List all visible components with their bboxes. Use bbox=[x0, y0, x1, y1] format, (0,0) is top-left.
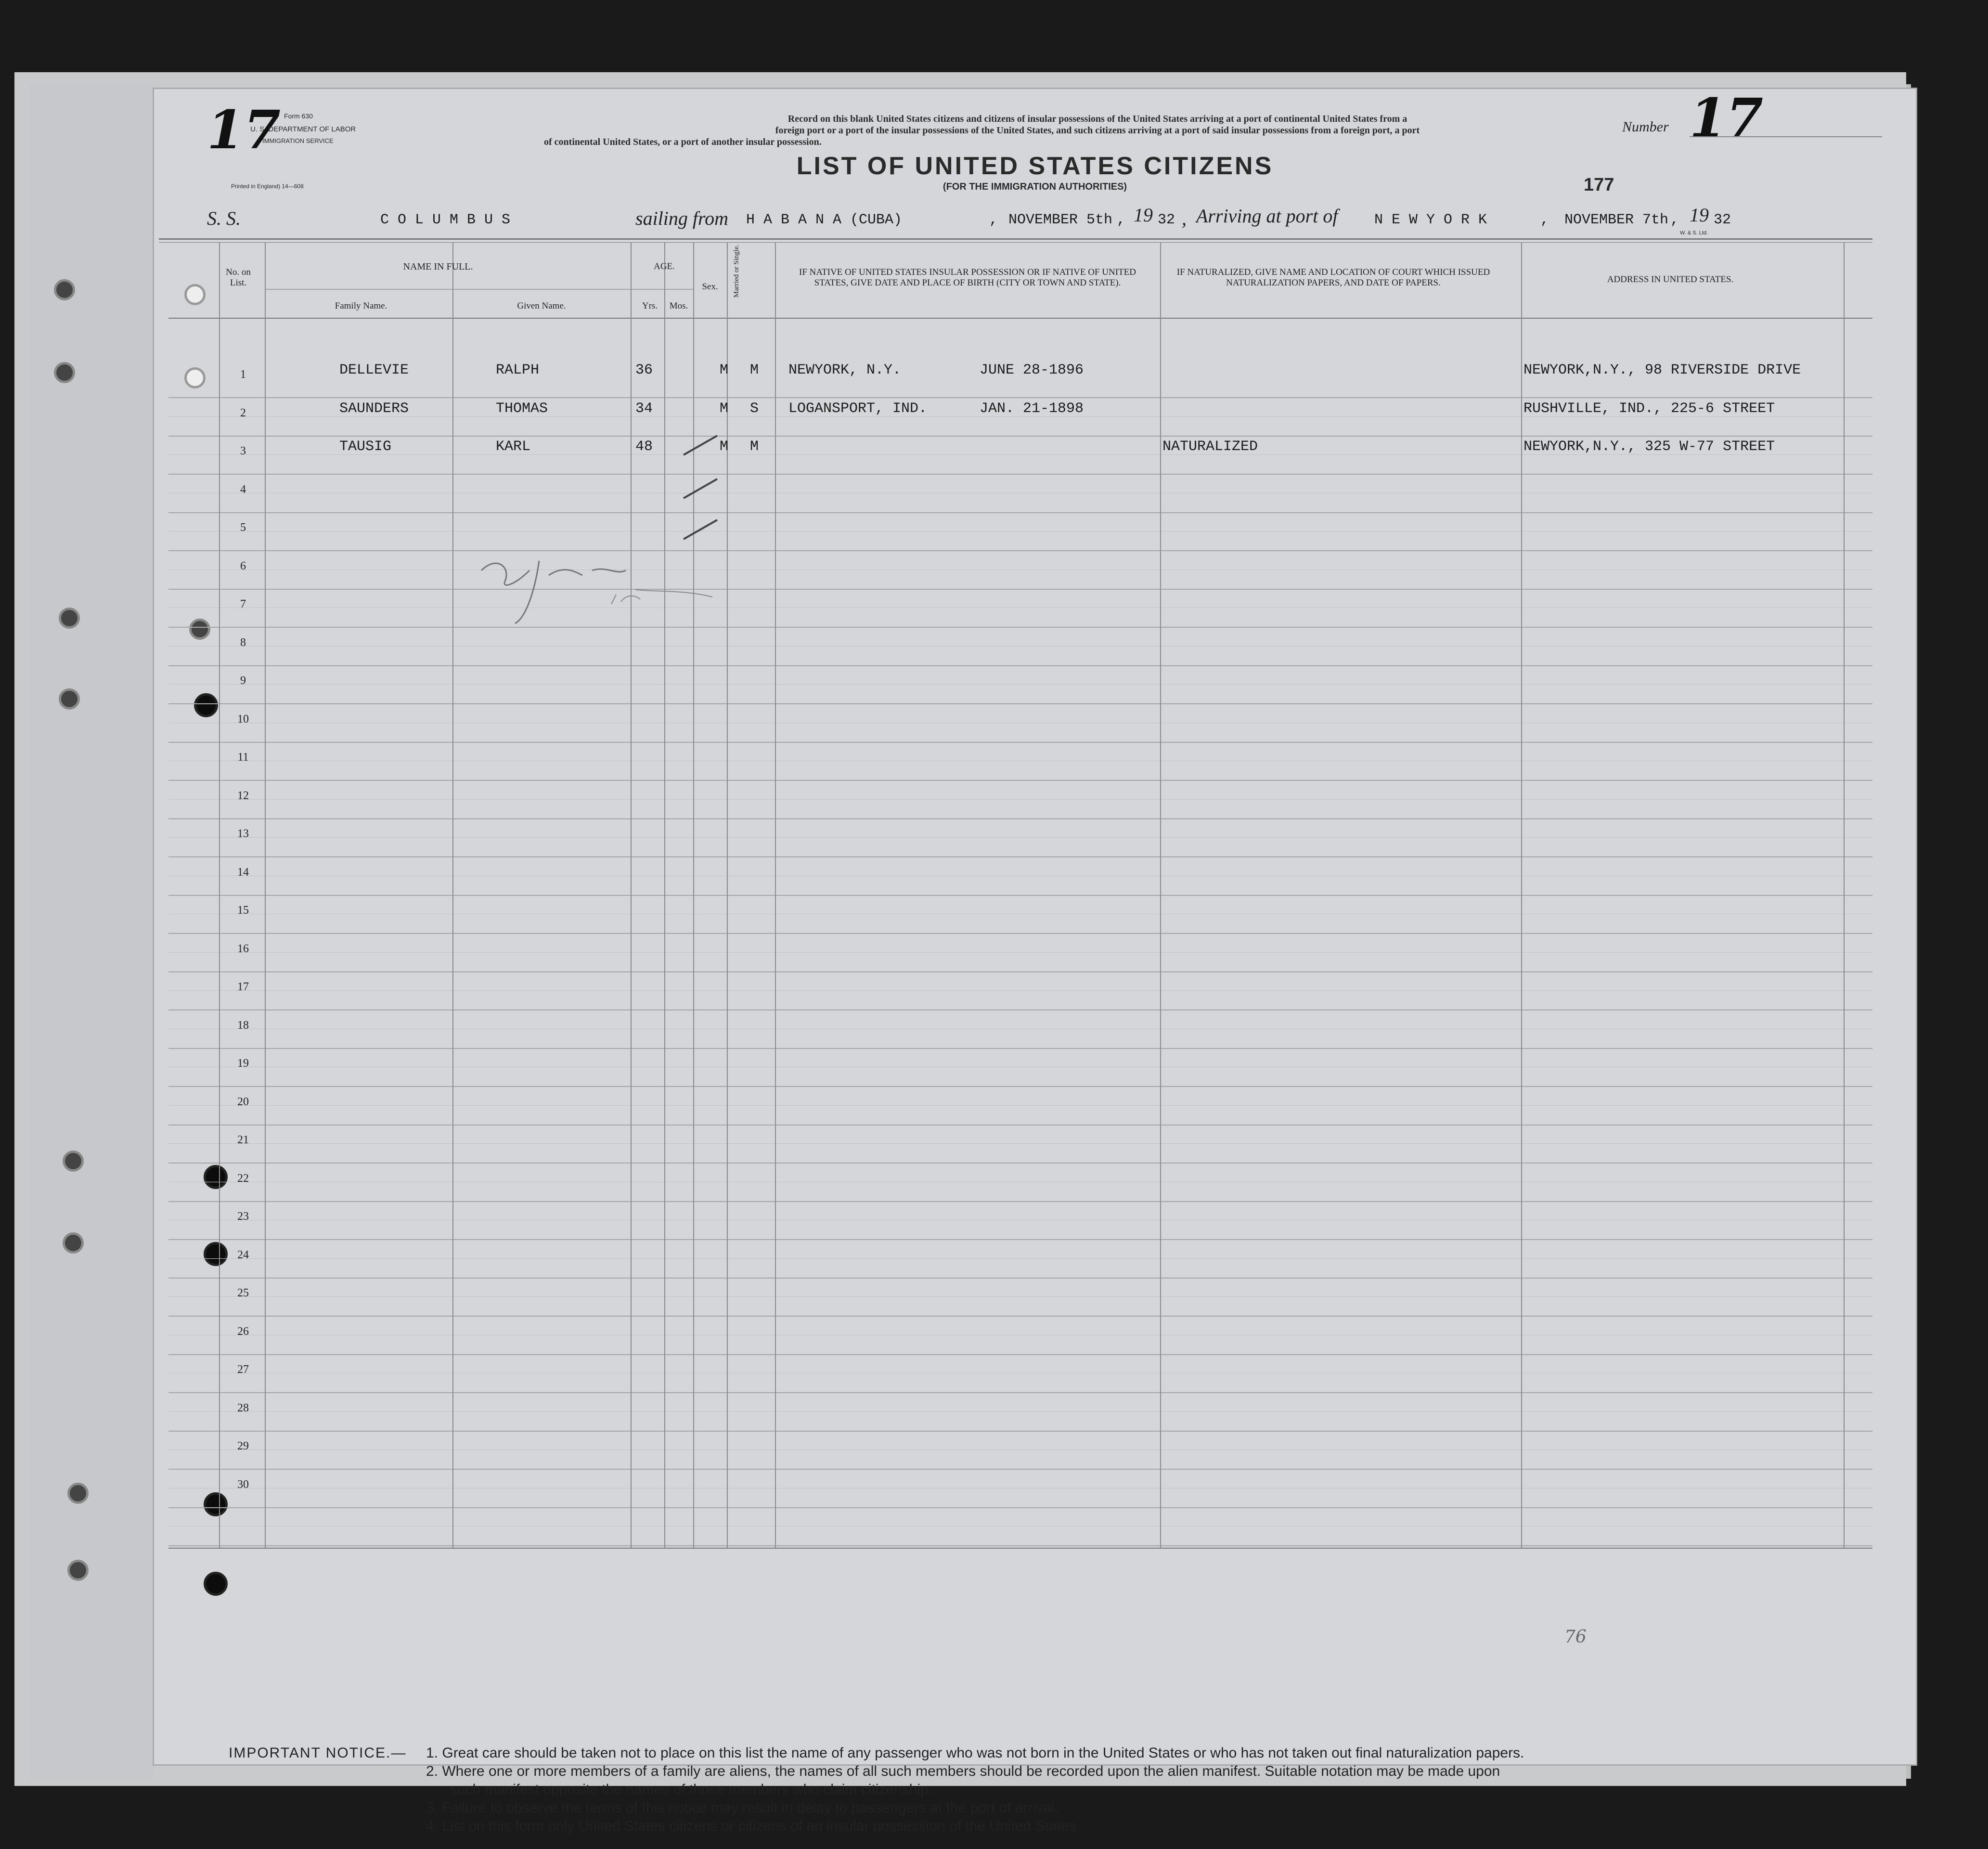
comma: , bbox=[1117, 212, 1126, 228]
col-age-months: Mos. bbox=[669, 301, 688, 311]
arrival-port: N E W Y O R K bbox=[1374, 212, 1487, 228]
col-no-on-list: No. on List. bbox=[226, 267, 251, 288]
row-rule bbox=[168, 933, 1872, 934]
ss-label: S. S. bbox=[207, 207, 241, 229]
row-rule bbox=[168, 1143, 1872, 1144]
row-number: 27 bbox=[237, 1363, 249, 1376]
row-rule bbox=[168, 703, 1872, 704]
cell-given: KARL bbox=[496, 439, 531, 455]
row-number: 12 bbox=[237, 789, 249, 802]
printer-mark: W. & S. Ltd. bbox=[1680, 230, 1708, 236]
cell-age: 34 bbox=[635, 400, 653, 417]
binder-hole bbox=[67, 1483, 89, 1504]
table-top-rule bbox=[159, 238, 1872, 240]
cell-sex: M bbox=[720, 400, 729, 417]
department: U. S. DEPARTMENT OF LABOR bbox=[250, 125, 356, 133]
number-label: Number bbox=[1622, 119, 1669, 135]
row-rule bbox=[168, 1469, 1872, 1470]
comma: , bbox=[1670, 212, 1679, 228]
comma: , bbox=[989, 212, 998, 228]
row-number: 1 bbox=[240, 368, 246, 381]
row-rule bbox=[168, 1411, 1872, 1412]
departure-port: H A B A N A (CUBA) bbox=[746, 212, 903, 228]
cell-family: DELLEVIE bbox=[339, 362, 409, 378]
table-top-rule bbox=[159, 242, 1872, 243]
instructions bbox=[520, 113, 1675, 148]
table-bottom-rule bbox=[168, 1548, 1872, 1549]
column-rule bbox=[1521, 242, 1522, 1548]
row-rule bbox=[168, 818, 1872, 819]
row-rule bbox=[168, 1449, 1872, 1450]
row-rule bbox=[168, 780, 1872, 781]
row-rule bbox=[168, 569, 1872, 570]
binder-hole bbox=[63, 1232, 84, 1254]
cell-age: 36 bbox=[635, 362, 653, 378]
cell-address: NEWYORK,N.Y., 98 RIVERSIDE DRIVE bbox=[1523, 362, 1801, 378]
row-rule bbox=[168, 1316, 1872, 1317]
arrival-year: 32 bbox=[1714, 212, 1731, 228]
binder-hole bbox=[54, 279, 75, 300]
binder-hole bbox=[59, 688, 80, 710]
cell-birthplace: LOGANSPORT, IND. bbox=[788, 400, 928, 417]
row-rule bbox=[168, 1239, 1872, 1240]
row-rule bbox=[168, 837, 1872, 838]
cell-given: RALPH bbox=[496, 362, 540, 378]
row-number: 2 bbox=[240, 406, 246, 419]
binder-hole bbox=[204, 1572, 228, 1596]
ship-name: C O L U M B U S bbox=[380, 212, 511, 228]
col-married-single: Married or Single. bbox=[733, 244, 740, 298]
col-address: ADDRESS IN UNITED STATES. bbox=[1607, 274, 1734, 284]
cell-address: RUSHVILLE, IND., 225-6 STREET bbox=[1523, 400, 1775, 417]
row-number: 14 bbox=[237, 866, 249, 879]
form-label: Form 630 bbox=[284, 112, 313, 120]
page-mark: 76 bbox=[1564, 1627, 1587, 1647]
row-rule bbox=[168, 646, 1872, 647]
row-number: 3 bbox=[240, 445, 246, 457]
row-number: 17 bbox=[237, 981, 249, 993]
binder-hole bbox=[59, 608, 80, 629]
col-name-in-full: NAME IN FULL. bbox=[403, 261, 473, 272]
year-prefix: 19 bbox=[1134, 204, 1153, 226]
notice-item: 3. Failure to observe the terms of this notice may result in delay to passengers at the port of arrival. bbox=[426, 1800, 1059, 1816]
notice-item: 1. Great care should be taken not to place on this list the name of any passenger who was not born in the United States or who has not taken out final naturalization papers. bbox=[426, 1745, 1524, 1761]
col-birthplace: IF NATIVE OF UNITED STATES INSULAR POSSESSION OR IF NATIVE OF UNITED STATES, GIVE DATE AND PLACE OF BIRTH (CITY OR TOWN AND STATE). bbox=[799, 267, 1136, 288]
row-number: 6 bbox=[240, 559, 246, 572]
instruction-line: of continental United States, or a port of another insular possession. bbox=[544, 137, 822, 147]
cell-marital: M bbox=[750, 439, 759, 455]
row-number: 11 bbox=[237, 751, 249, 763]
row-rule bbox=[168, 1392, 1872, 1393]
row-number: 21 bbox=[237, 1134, 249, 1146]
row-number: 25 bbox=[237, 1287, 249, 1299]
row-rule bbox=[168, 1086, 1872, 1087]
printed-note: Printed in England) 14—608 bbox=[231, 183, 304, 190]
col-naturalization: IF NATURALIZED, GIVE NAME AND LOCATION OF COURT WHICH ISSUED NATURALIZATION PAPERS, AND DATE OF PAPERS. bbox=[1176, 267, 1490, 288]
cell-sex: M bbox=[720, 362, 729, 378]
binder-hole bbox=[184, 367, 206, 388]
col-given-name: Given Name. bbox=[517, 301, 566, 311]
row-rule bbox=[168, 1048, 1872, 1049]
departure-year: 32 bbox=[1158, 212, 1175, 228]
binder-hole bbox=[184, 284, 206, 305]
sailing-from-label: sailing from bbox=[635, 207, 728, 229]
cell-given: THOMAS bbox=[496, 400, 548, 417]
col-family-name: Family Name. bbox=[335, 301, 387, 311]
row-number: 16 bbox=[237, 942, 249, 955]
row-rule bbox=[168, 627, 1872, 628]
row-rule bbox=[168, 895, 1872, 896]
row-rule bbox=[168, 1278, 1872, 1279]
notice-item: 2. Where one or more members of a family are aliens, the names of all such members should be recorded upon the alien manifest. Suitable notation may be made upon bbox=[426, 1763, 1500, 1779]
row-rule bbox=[168, 1507, 1872, 1508]
cell-family: TAUSIG bbox=[339, 439, 392, 455]
header-rule bbox=[265, 289, 631, 290]
row-rule bbox=[168, 971, 1872, 972]
row-rule bbox=[168, 1258, 1872, 1259]
row-rule bbox=[168, 1296, 1872, 1297]
row-rule bbox=[168, 856, 1872, 857]
header-rule bbox=[631, 289, 693, 290]
row-rule bbox=[168, 474, 1872, 475]
row-number: 30 bbox=[237, 1478, 249, 1491]
cell-address: NEWYORK,N.Y., 325 W-77 STREET bbox=[1523, 439, 1775, 455]
row-number: 7 bbox=[240, 598, 246, 610]
arriving-label: Arriving at port of bbox=[1196, 205, 1338, 227]
binder-hole bbox=[194, 693, 218, 717]
row-rule bbox=[168, 1009, 1872, 1010]
stamp-number: 177 bbox=[1584, 175, 1614, 195]
column-rule bbox=[631, 242, 632, 1548]
column-rule bbox=[452, 242, 453, 1548]
year-prefix: 19 bbox=[1690, 204, 1709, 226]
row-number: 29 bbox=[237, 1440, 249, 1452]
notice-item: 4. List on this form only United States citizens or citizens of an insular possession of the United States. bbox=[426, 1818, 1081, 1834]
comma: , bbox=[1540, 212, 1549, 228]
binder-hole bbox=[189, 619, 210, 640]
row-number: 24 bbox=[237, 1248, 249, 1261]
row-rule bbox=[168, 1545, 1872, 1546]
row-rule bbox=[168, 684, 1872, 685]
page-title: LIST OF UNITED STATES CITIZENS bbox=[796, 152, 1274, 180]
cell-family: SAUNDERS bbox=[339, 400, 409, 417]
cell-marital: S bbox=[750, 400, 759, 417]
row-number: 23 bbox=[237, 1210, 249, 1223]
instruction-line: Record on this blank United States citizens and citizens of insular possessions of the United States arriving at a port of continental United States from a bbox=[787, 114, 1407, 124]
row-rule bbox=[168, 1105, 1872, 1106]
col-age-years: Yrs. bbox=[642, 301, 658, 311]
row-number: 20 bbox=[237, 1095, 249, 1108]
binder-margin bbox=[29, 84, 154, 1779]
column-rule bbox=[664, 242, 665, 1548]
row-rule bbox=[168, 799, 1872, 800]
page-subtitle: (FOR THE IMMIGRATION AUTHORITIES) bbox=[942, 181, 1127, 192]
cell-age: 48 bbox=[635, 439, 653, 455]
row-number: 9 bbox=[240, 674, 246, 687]
row-rule bbox=[168, 436, 1872, 437]
row-rule bbox=[168, 589, 1872, 590]
binder-hole bbox=[63, 1151, 84, 1172]
row-number: 4 bbox=[240, 483, 246, 496]
notice-title: IMPORTANT NOTICE.— bbox=[229, 1745, 407, 1761]
row-number: 19 bbox=[237, 1057, 249, 1070]
row-number: 22 bbox=[237, 1172, 249, 1185]
row-number: 13 bbox=[237, 828, 249, 840]
row-number: 10 bbox=[237, 712, 249, 725]
handwritten-check-marks bbox=[679, 378, 736, 551]
arrival-date: NOVEMBER 7th bbox=[1564, 212, 1669, 228]
binder-hole bbox=[54, 362, 75, 383]
cell-birthdate: JUNE 28-1896 bbox=[980, 362, 1084, 378]
column-rule bbox=[1844, 242, 1845, 1548]
service: IMMIGRATION SERVICE bbox=[262, 137, 334, 144]
column-rule bbox=[219, 242, 220, 1548]
row-rule bbox=[168, 397, 1872, 398]
notice-item: such manifest opposite the names of those members who claim citizenship. bbox=[450, 1782, 933, 1797]
row-rule bbox=[168, 550, 1872, 551]
row-number: 8 bbox=[240, 636, 246, 649]
col-age: AGE. bbox=[654, 261, 675, 272]
binder-hole bbox=[67, 1560, 89, 1581]
row-number: 15 bbox=[237, 904, 249, 917]
row-number: 18 bbox=[237, 1019, 249, 1032]
row-rule bbox=[168, 1163, 1872, 1164]
row-rule bbox=[168, 1201, 1872, 1202]
col-sex: Sex. bbox=[702, 282, 718, 292]
row-number: 26 bbox=[237, 1325, 249, 1338]
column-rule bbox=[1160, 242, 1161, 1548]
comma: , bbox=[1182, 207, 1187, 229]
row-rule bbox=[168, 952, 1872, 953]
binder-hole bbox=[204, 1492, 228, 1516]
handwritten-annotation bbox=[467, 537, 736, 643]
column-rule bbox=[775, 242, 776, 1548]
manifest-sheet bbox=[154, 87, 1916, 1797]
row-rule bbox=[168, 665, 1872, 666]
departure-date: NOVEMBER 5th bbox=[1008, 212, 1113, 228]
cell-birthdate: JAN. 21-1898 bbox=[980, 400, 1084, 417]
column-rule bbox=[265, 242, 266, 1548]
row-rule bbox=[168, 990, 1872, 991]
handwritten-number: 17 bbox=[207, 99, 281, 161]
cell-birthplace: NEWYORK, N.Y. bbox=[788, 362, 902, 378]
instruction-line: foreign port or a port of the insular possessions of the United States, and such citizens arriving at a port of said insular possessions from a foreign port, a port bbox=[775, 125, 1420, 136]
cell-naturalized: NATURALIZED bbox=[1162, 439, 1258, 455]
row-rule bbox=[168, 1354, 1872, 1355]
row-number: 28 bbox=[237, 1401, 249, 1414]
row-number: 5 bbox=[240, 521, 246, 534]
cell-marital: M bbox=[750, 362, 759, 378]
row-rule bbox=[168, 1431, 1872, 1432]
cell-sex: M bbox=[720, 439, 729, 455]
row-rule bbox=[168, 742, 1872, 743]
handwritten-number: 17 bbox=[1690, 87, 1764, 149]
row-rule bbox=[168, 512, 1872, 513]
header-bottom-rule bbox=[168, 318, 1872, 319]
